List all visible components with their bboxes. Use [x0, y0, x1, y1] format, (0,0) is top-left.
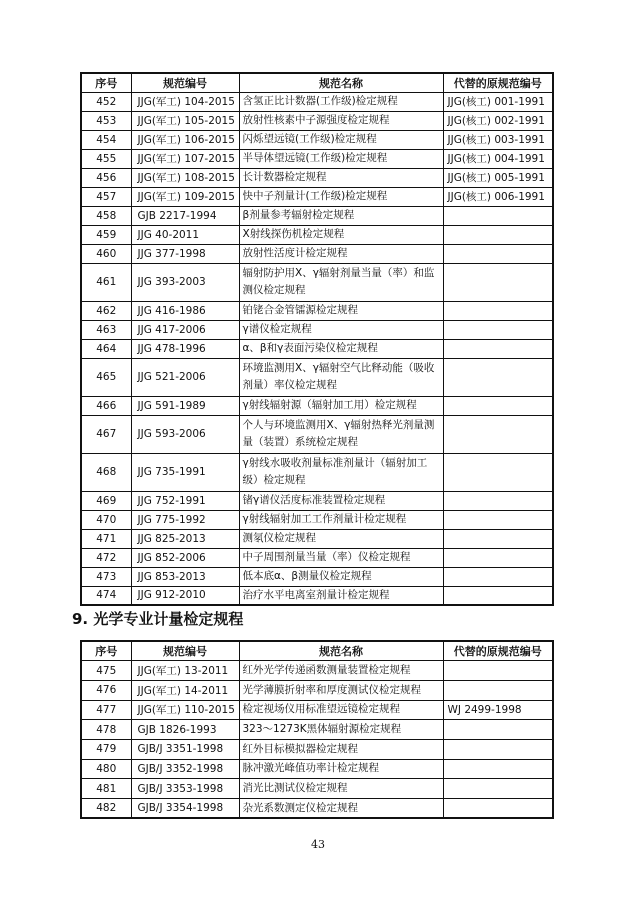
cell-seq: 473	[81, 567, 131, 586]
table-row	[81, 301, 553, 320]
cell-code: JJG 752-1991	[131, 491, 239, 510]
cell-code: JJG(军工) 106-2015	[131, 130, 239, 149]
standards-table-1	[80, 72, 554, 606]
cell-seq: 455	[81, 149, 131, 168]
table-row	[81, 529, 553, 548]
cell-name: 光学薄膜折射率和厚度测试仪检定规程	[239, 680, 443, 700]
table-row	[81, 206, 553, 225]
table-row	[81, 111, 553, 130]
cell-replaced	[443, 396, 553, 415]
table-row	[81, 491, 553, 510]
cell-replaced	[443, 586, 553, 605]
cell-code: JJG(军工) 109-2015	[131, 187, 239, 206]
cell-name: 锗γ谱仪活度标准装置检定规程	[239, 491, 443, 510]
cell-seq: 466	[81, 396, 131, 415]
cell-replaced	[443, 358, 553, 396]
header-replaced: 代替的原规范编号	[443, 73, 553, 92]
cell-name: γ谱仪检定规程	[239, 320, 443, 339]
table-header-row	[81, 641, 553, 661]
table-row	[81, 244, 553, 263]
cell-name: 治疗水平电离室剂量计检定规程	[239, 586, 443, 605]
cell-code: JJG 417-2006	[131, 320, 239, 339]
header-code: 规范编号	[131, 641, 239, 661]
cell-name: 长计数器检定规程	[239, 168, 443, 187]
cell-replaced	[443, 529, 553, 548]
cell-code: JJG(军工) 107-2015	[131, 149, 239, 168]
cell-name: 放射性活度计检定规程	[239, 244, 443, 263]
cell-seq: 467	[81, 415, 131, 453]
cell-replaced	[443, 263, 553, 301]
table-row	[81, 586, 553, 605]
cell-replaced	[443, 799, 553, 819]
table-row	[81, 759, 553, 779]
cell-seq: 457	[81, 187, 131, 206]
cell-code: JJG 40-2011	[131, 225, 239, 244]
table-row	[81, 415, 553, 453]
header-seq: 序号	[81, 73, 131, 92]
table-header-row	[81, 73, 553, 92]
cell-seq: 465	[81, 358, 131, 396]
cell-code: GJB/J 3352-1998	[131, 759, 239, 779]
cell-code: GJB/J 3351-1998	[131, 739, 239, 759]
cell-name: 铂铑合金管镭源检定规程	[239, 301, 443, 320]
cell-replaced: JJG(核工) 001-1991	[443, 92, 553, 111]
cell-code: JJG 478-1996	[131, 339, 239, 358]
cell-code: GJB/J 3354-1998	[131, 799, 239, 819]
cell-seq: 471	[81, 529, 131, 548]
cell-name: 323～1273K黑体辐射源检定规程	[239, 720, 443, 740]
table-row	[81, 358, 553, 396]
cell-replaced	[443, 759, 553, 779]
cell-name: α、β和γ表面污染仪检定规程	[239, 339, 443, 358]
table-row	[81, 149, 553, 168]
cell-seq: 458	[81, 206, 131, 225]
cell-code: JJG 377-1998	[131, 244, 239, 263]
cell-code: JJG(军工) 104-2015	[131, 92, 239, 111]
cell-code: JJG 416-1986	[131, 301, 239, 320]
cell-seq: 477	[81, 700, 131, 720]
cell-name: 辐射防护用X、γ辐射剂量当量（率）和监测仪检定规程	[239, 263, 443, 301]
cell-name: X射线探伤机检定规程	[239, 225, 443, 244]
table-row	[81, 396, 553, 415]
table-row	[81, 700, 553, 720]
cell-replaced	[443, 206, 553, 225]
cell-name: β剂量参考辐射检定规程	[239, 206, 443, 225]
cell-replaced: JJG(核工) 002-1991	[443, 111, 553, 130]
cell-code: JJG(军工) 105-2015	[131, 111, 239, 130]
table-row	[81, 779, 553, 799]
standards-table-2	[80, 640, 554, 819]
cell-seq: 456	[81, 168, 131, 187]
cell-seq: 461	[81, 263, 131, 301]
table-row	[81, 680, 553, 700]
cell-name: 消光比测试仪检定规程	[239, 779, 443, 799]
header-name: 规范名称	[239, 73, 443, 92]
cell-replaced	[443, 339, 553, 358]
table-row	[81, 720, 553, 740]
cell-code: JJG 521-2006	[131, 358, 239, 396]
cell-name: 放射性核素中子源强度检定规程	[239, 111, 443, 130]
cell-replaced	[443, 661, 553, 681]
table-row	[81, 263, 553, 301]
cell-name: 脉冲激光峰值功率计检定规程	[239, 759, 443, 779]
page-number: 43	[311, 838, 325, 851]
cell-name: γ射线辐射源（辐射加工用）检定规程	[239, 396, 443, 415]
table-row	[81, 92, 553, 111]
cell-name: 测氡仪检定规程	[239, 529, 443, 548]
cell-replaced	[443, 453, 553, 491]
cell-replaced: JJG(核工) 004-1991	[443, 149, 553, 168]
cell-name: 快中子剂量计(工作级)检定规程	[239, 187, 443, 206]
cell-seq: 476	[81, 680, 131, 700]
cell-replaced	[443, 225, 553, 244]
table-row	[81, 320, 553, 339]
cell-code: JJG 593-2006	[131, 415, 239, 453]
cell-name: 红外目标模拟器检定规程	[239, 739, 443, 759]
cell-seq: 469	[81, 491, 131, 510]
table-row	[81, 739, 553, 759]
cell-replaced: JJG(核工) 006-1991	[443, 187, 553, 206]
table-row	[81, 567, 553, 586]
cell-name: 低本底α、β测量仪检定规程	[239, 567, 443, 586]
cell-code: JJG 591-1989	[131, 396, 239, 415]
cell-replaced	[443, 548, 553, 567]
cell-code: JJG 853-2013	[131, 567, 239, 586]
cell-name: γ射线辐射加工工作剂量计检定规程	[239, 510, 443, 529]
cell-replaced: WJ 2499-1998	[443, 700, 553, 720]
cell-code: GJB/J 3353-1998	[131, 779, 239, 799]
cell-seq: 459	[81, 225, 131, 244]
header-seq: 序号	[81, 641, 131, 661]
table-row	[81, 799, 553, 819]
cell-replaced	[443, 567, 553, 586]
cell-replaced	[443, 320, 553, 339]
cell-name: 半导体望远镜(工作级)检定规程	[239, 149, 443, 168]
cell-name: 环境监测用X、γ辐射空气比释动能（吸收剂量）率仪检定规程	[239, 358, 443, 396]
cell-seq: 482	[81, 799, 131, 819]
cell-seq: 470	[81, 510, 131, 529]
cell-seq: 460	[81, 244, 131, 263]
cell-seq: 452	[81, 92, 131, 111]
cell-code: GJB 2217-1994	[131, 206, 239, 225]
cell-replaced: JJG(核工) 005-1991	[443, 168, 553, 187]
header-replaced: 代替的原规范编号	[443, 641, 553, 661]
cell-seq: 478	[81, 720, 131, 740]
cell-seq: 462	[81, 301, 131, 320]
cell-replaced	[443, 739, 553, 759]
cell-seq: 453	[81, 111, 131, 130]
table-row	[81, 130, 553, 149]
cell-name: 含氢正比计数器(工作级)检定规程	[239, 92, 443, 111]
cell-code: JJG 393-2003	[131, 263, 239, 301]
cell-code: JJG(军工) 13-2011	[131, 661, 239, 681]
cell-replaced	[443, 301, 553, 320]
cell-code: JJG 735-1991	[131, 453, 239, 491]
cell-seq: 463	[81, 320, 131, 339]
table-row	[81, 187, 553, 206]
cell-seq: 480	[81, 759, 131, 779]
cell-code: JJG 775-1992	[131, 510, 239, 529]
cell-seq: 464	[81, 339, 131, 358]
table-row	[81, 168, 553, 187]
cell-code: GJB 1826-1993	[131, 720, 239, 740]
cell-code: JJG 852-2006	[131, 548, 239, 567]
cell-code: JJG(军工) 108-2015	[131, 168, 239, 187]
cell-name: γ射线水吸收剂量标准剂量计（辐射加工级）检定规程	[239, 453, 443, 491]
header-name: 规范名称	[239, 641, 443, 661]
cell-code: JJG(军工) 14-2011	[131, 680, 239, 700]
cell-name: 杂光系数测定仪检定规程	[239, 799, 443, 819]
table-row	[81, 225, 553, 244]
cell-replaced	[443, 244, 553, 263]
cell-name: 闪烁望远镜(工作级)检定规程	[239, 130, 443, 149]
cell-replaced	[443, 680, 553, 700]
cell-seq: 468	[81, 453, 131, 491]
cell-replaced	[443, 491, 553, 510]
cell-replaced	[443, 510, 553, 529]
header-code: 规范编号	[131, 73, 239, 92]
table-row	[81, 548, 553, 567]
cell-code: JJG 825-2013	[131, 529, 239, 548]
cell-code: JJG(军工) 110-2015	[131, 700, 239, 720]
cell-replaced	[443, 779, 553, 799]
cell-code: JJG 912-2010	[131, 586, 239, 605]
cell-seq: 481	[81, 779, 131, 799]
cell-name: 个人与环境监测用X、γ辐射热释光剂量测量（装置）系统检定规程	[239, 415, 443, 453]
table-row	[81, 453, 553, 491]
cell-seq: 472	[81, 548, 131, 567]
cell-seq: 475	[81, 661, 131, 681]
table-row	[81, 510, 553, 529]
cell-name: 中子周围剂量当量（率）仪检定规程	[239, 548, 443, 567]
table-row	[81, 339, 553, 358]
cell-name: 检定视场仪用标准望远镜检定规程	[239, 700, 443, 720]
table-row	[81, 661, 553, 681]
cell-seq: 479	[81, 739, 131, 759]
cell-replaced	[443, 720, 553, 740]
cell-replaced: JJG(核工) 003-1991	[443, 130, 553, 149]
section-title: 9. 光学专业计量检定规程	[72, 610, 244, 628]
cell-seq: 474	[81, 586, 131, 605]
cell-seq: 454	[81, 130, 131, 149]
cell-name: 红外光学传递函数测量装置检定规程	[239, 661, 443, 681]
cell-replaced	[443, 415, 553, 453]
